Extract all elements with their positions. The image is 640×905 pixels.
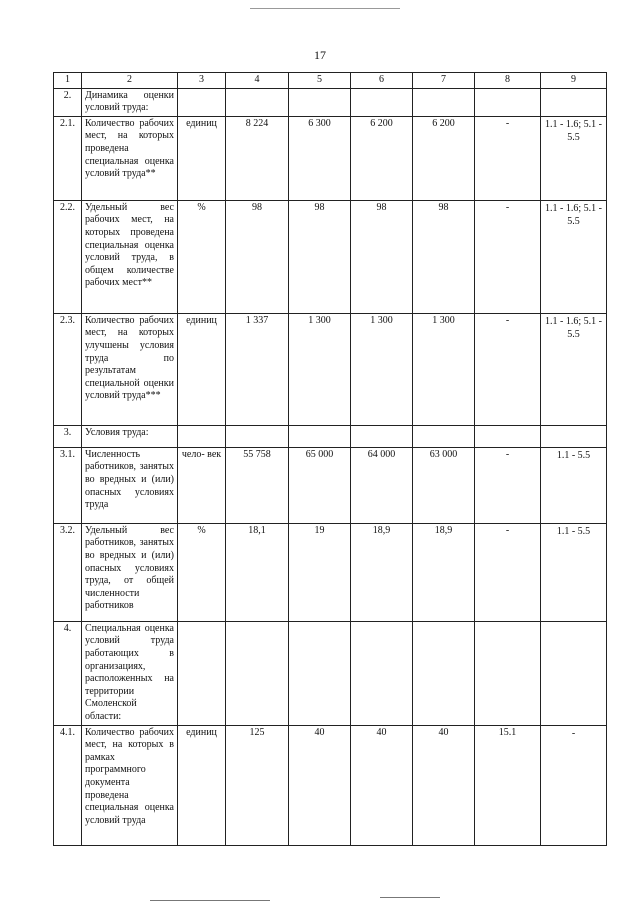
row-number: 2.2. [54, 200, 82, 313]
value-cell: 40 [289, 725, 351, 845]
value-cell: 65 000 [289, 447, 351, 523]
indicator-name: Удельный вес рабочих мест, на которых проведена специальная оценка условий труда, в общем количестве рабочих мест** [82, 200, 178, 313]
value-cell [475, 88, 541, 116]
table-row [54, 200, 607, 313]
column-header: 7 [413, 73, 475, 89]
reference-cell: 1.1 - 1.6; 5.1 - 5.5 [541, 200, 607, 313]
row-number: 2.1. [54, 116, 82, 200]
table-row [54, 523, 607, 621]
value-cell [226, 425, 289, 447]
row-number: 3.2. [54, 523, 82, 621]
scan-edge-line [250, 8, 400, 9]
table-row [54, 621, 607, 725]
value-cell: 18,9 [413, 523, 475, 621]
scan-edge-line [150, 900, 270, 901]
reference-cell: 1.1 - 1.6; 5.1 - 5.5 [541, 313, 607, 425]
value-cell [289, 88, 351, 116]
value-cell: 64 000 [351, 447, 413, 523]
page-number: 17 [314, 48, 326, 62]
unit-cell: чело- век [178, 447, 226, 523]
value-cell: 40 [351, 725, 413, 845]
value-cell: 1 337 [226, 313, 289, 425]
indicator-name: Условия труда: [82, 425, 178, 447]
value-cell [351, 425, 413, 447]
unit-cell: единиц [178, 116, 226, 200]
indicator-name: Количество рабочих мест, на которых проведена специальная оценка условий труда** [82, 116, 178, 200]
row-number: 4. [54, 621, 82, 725]
table-row [54, 88, 607, 116]
value-cell [351, 621, 413, 725]
unit-cell: единиц [178, 725, 226, 845]
value-cell: - [475, 447, 541, 523]
indicator-name: Специальная оценка условий труда работающих в организациях, расположенных на территории Смоленской области: [82, 621, 178, 725]
value-cell [475, 425, 541, 447]
column-header: 9 [541, 73, 607, 89]
value-cell: - [475, 523, 541, 621]
value-cell: 6 200 [413, 116, 475, 200]
column-header: 1 [54, 73, 82, 89]
table-row [54, 447, 607, 523]
reference-cell: 1.1 - 1.6; 5.1 - 5.5 [541, 116, 607, 200]
value-cell: 1 300 [351, 313, 413, 425]
value-cell: 19 [289, 523, 351, 621]
unit-cell [178, 425, 226, 447]
value-cell [475, 621, 541, 725]
value-cell [351, 88, 413, 116]
table-row [54, 425, 607, 447]
value-cell: - [475, 200, 541, 313]
unit-cell [178, 621, 226, 725]
table-row [54, 313, 607, 425]
reference-cell [541, 88, 607, 116]
unit-cell: % [178, 200, 226, 313]
column-header: 4 [226, 73, 289, 89]
reference-cell: 1.1 - 5.5 [541, 447, 607, 523]
column-header: 2 [82, 73, 178, 89]
row-number: 2. [54, 88, 82, 116]
reference-cell [541, 425, 607, 447]
value-cell: 15.1 [475, 725, 541, 845]
value-cell: 98 [289, 200, 351, 313]
column-header: 6 [351, 73, 413, 89]
unit-cell [178, 88, 226, 116]
value-cell: 55 758 [226, 447, 289, 523]
reference-cell [541, 621, 607, 725]
column-header: 3 [178, 73, 226, 89]
value-cell: 63 000 [413, 447, 475, 523]
row-number: 4.1. [54, 725, 82, 845]
value-cell: 125 [226, 725, 289, 845]
value-cell: 40 [413, 725, 475, 845]
value-cell [226, 621, 289, 725]
scan-edge-line [380, 897, 440, 898]
value-cell [413, 88, 475, 116]
value-cell: 1 300 [413, 313, 475, 425]
indicator-name: Динамика оценки условий труда: [82, 88, 178, 116]
table-row [54, 116, 607, 200]
value-cell: - [475, 116, 541, 200]
value-cell [289, 621, 351, 725]
value-cell: 98 [413, 200, 475, 313]
column-header: 8 [475, 73, 541, 89]
value-cell: 6 200 [351, 116, 413, 200]
value-cell: 8 224 [226, 116, 289, 200]
value-cell [226, 88, 289, 116]
unit-cell: единиц [178, 313, 226, 425]
indicator-name: Удельный вес работников, занятых во вредных и (или) опасных условиях труда, от общей численности работников [82, 523, 178, 621]
indicator-name: Количество рабочих мест, на которых в рамках программного документа проведена специальная оценка условий труда [82, 725, 178, 845]
value-cell [413, 425, 475, 447]
value-cell: 98 [351, 200, 413, 313]
value-cell: 1 300 [289, 313, 351, 425]
row-number: 3.1. [54, 447, 82, 523]
reference-cell: 1.1 - 5.5 [541, 523, 607, 621]
reference-cell: - [541, 725, 607, 845]
indicator-name: Численность работников, занятых во вредных и (или) опасных условиях труда [82, 447, 178, 523]
value-cell: 6 300 [289, 116, 351, 200]
value-cell [413, 621, 475, 725]
value-cell [289, 425, 351, 447]
indicator-name: Количество рабочих мест, на которых улучшены условия труда по результатам специальной оценки условий труда*** [82, 313, 178, 425]
column-header: 5 [289, 73, 351, 89]
header-row [54, 73, 607, 89]
row-number: 2.3. [54, 313, 82, 425]
value-cell: - [475, 313, 541, 425]
table-row [54, 725, 607, 845]
indicators-table [53, 72, 607, 846]
unit-cell: % [178, 523, 226, 621]
value-cell: 98 [226, 200, 289, 313]
value-cell: 18,9 [351, 523, 413, 621]
row-number: 3. [54, 425, 82, 447]
value-cell: 18,1 [226, 523, 289, 621]
